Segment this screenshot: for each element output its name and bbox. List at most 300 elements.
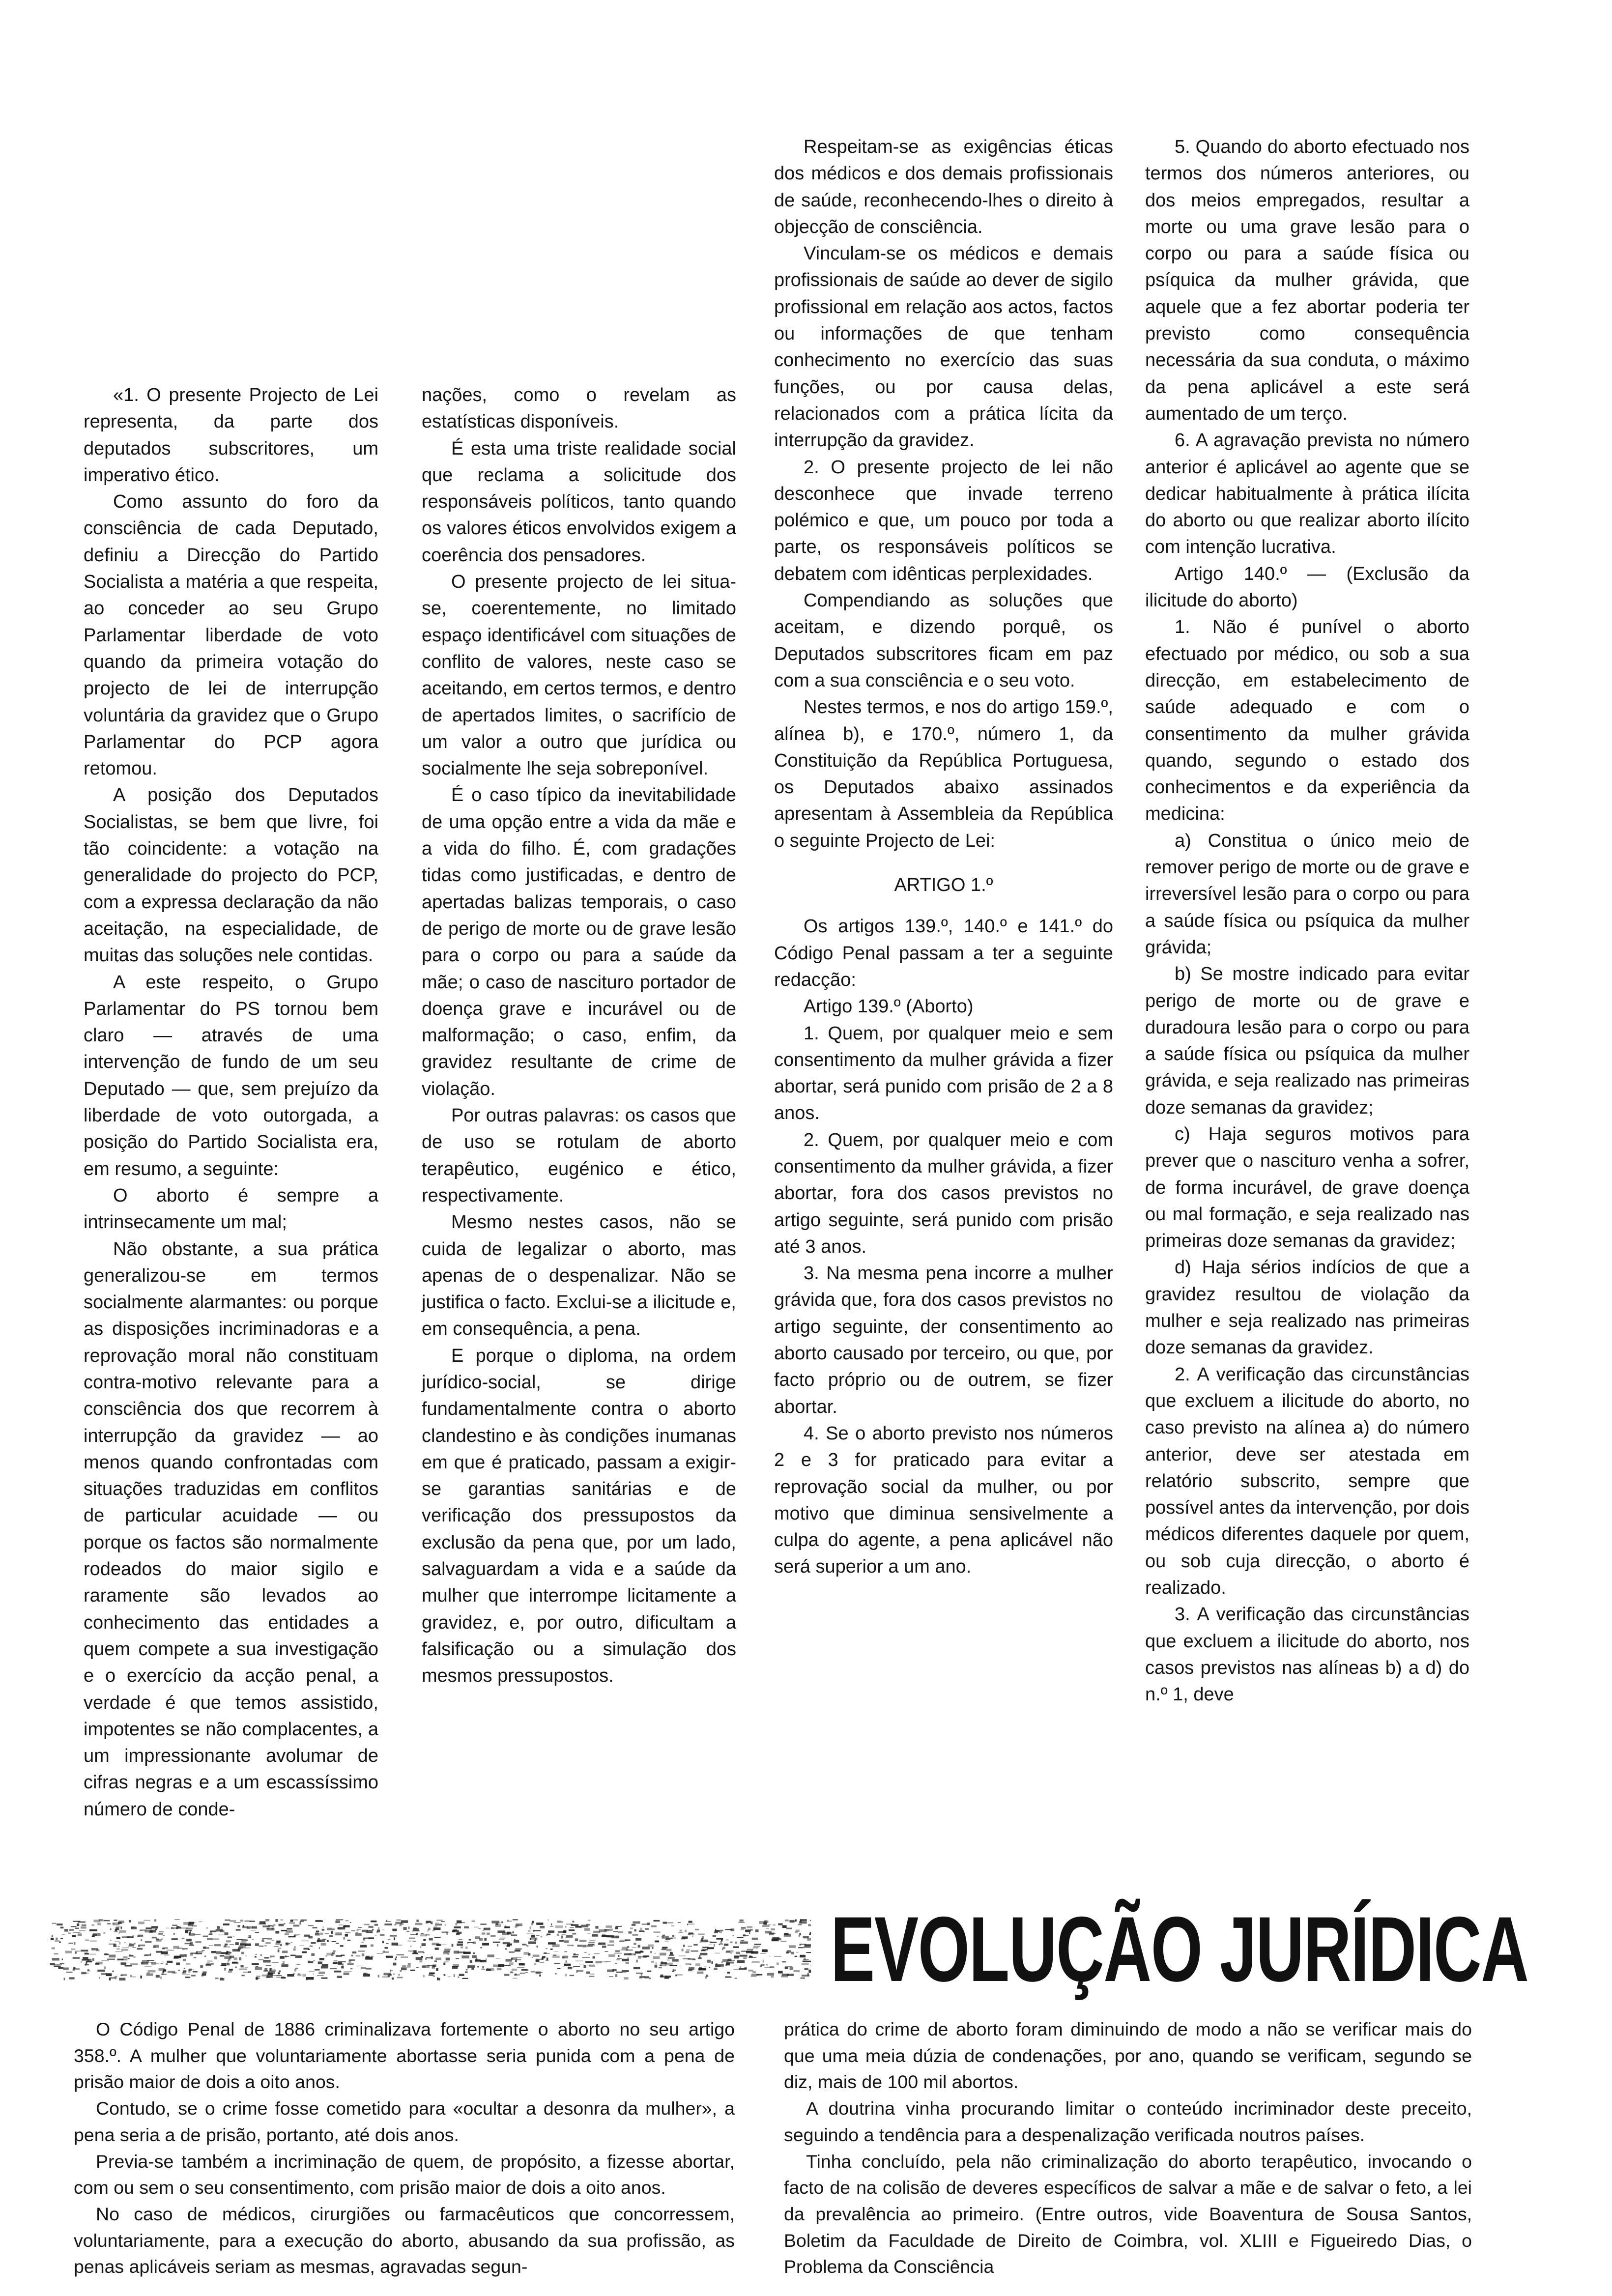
noise-speck	[530, 1938, 537, 1940]
noise-speck	[110, 1940, 111, 1941]
noise-speck	[281, 1964, 288, 1967]
noise-speck	[467, 1943, 468, 1944]
paragraph: O presente projecto de lei situa-se, coerentemente, no limitado espaço identificável com situações de conflito de valores, neste caso se aceitando, em certos termos, e dentro de apertados limites, o sacrifício de um valor a outro que jurídica ou socialmente lhe seja sobreponível.	[422, 572, 736, 779]
noise-speck	[590, 1974, 595, 1975]
noise-speck	[616, 1972, 623, 1973]
noise-speck	[683, 1958, 691, 1959]
noise-speck	[107, 1959, 115, 1960]
noise-speck	[279, 1924, 284, 1926]
noise-speck	[355, 1932, 358, 1933]
noise-speck	[502, 1943, 505, 1944]
noise-speck	[798, 1947, 804, 1948]
paragraph: Não obstante, a sua prática generalizou-se em termos socialmente alarmantes: ou porque as disposições incriminadoras e a reprovação moral não constituam contra-motivo relevante para a consciência dos que recorrem à interrupção da gravidez — ao menos quando confrontadas com situações traduzidas em conflitos de particular acuidade — ou porque os factos são normalmente rodeados do maior sigilo e raramente são levados ao conhecimento das entidades a quem compete a sua investigação e o exercício da acção penal, a verdade é que temos assistido, impotentes se não complacentes, a um impressionante avolumar de cifras negras e a um escassíssimo número de conde-	[84, 1238, 378, 1820]
noise-speck	[665, 1939, 670, 1940]
noise-speck	[435, 1958, 441, 1960]
noise-speck	[52, 1948, 55, 1950]
noise-speck	[564, 1940, 569, 1943]
noise-speck	[609, 1940, 614, 1943]
noise-speck	[528, 1930, 530, 1932]
noise-speck	[486, 1958, 487, 1959]
noise-speck	[520, 1973, 525, 1974]
noise-speck	[505, 1948, 507, 1950]
noise-speck	[410, 1946, 411, 1947]
noise-speck	[313, 1960, 315, 1961]
noise-speck	[657, 1936, 659, 1937]
text-column-1	[84, 382, 378, 1823]
noise-speck	[801, 1978, 805, 1979]
noise-speck	[351, 1930, 355, 1931]
noise-speck	[663, 1922, 667, 1924]
noise-speck	[133, 1956, 135, 1958]
noise-speck	[475, 1936, 480, 1939]
noise-speck	[220, 1930, 225, 1932]
noise-speck	[793, 1970, 800, 1972]
noise-speck	[225, 1920, 230, 1921]
noise-speck	[615, 1927, 618, 1929]
noise-speck	[514, 1939, 516, 1940]
noise-speck	[243, 1972, 248, 1973]
noise-speck	[554, 1963, 560, 1964]
noise-speck	[269, 1957, 271, 1958]
noise-speck	[356, 1930, 358, 1931]
noise-speck	[148, 1970, 156, 1973]
noise-speck	[573, 1966, 580, 1967]
noise-speck	[464, 1926, 469, 1928]
noise-speck	[778, 1971, 783, 1973]
noise-speck	[267, 1938, 272, 1939]
noise-speck	[364, 1924, 370, 1925]
noise-speck	[402, 1965, 406, 1967]
noise-speck	[236, 1929, 241, 1931]
noise-speck	[278, 1948, 281, 1949]
article-subheading: Artigo 140.º — (Exclusão da ilicitude do aborto)	[1145, 563, 1469, 611]
noise-speck	[726, 1952, 730, 1953]
noise-speck	[481, 1969, 485, 1970]
noise-speck	[225, 1932, 229, 1935]
noise-speck	[401, 1956, 408, 1958]
noise-speck	[803, 1959, 808, 1960]
noise-speck	[587, 1945, 593, 1946]
noise-speck	[323, 1926, 324, 1927]
noise-speck	[159, 1931, 164, 1932]
noise-speck	[566, 1960, 567, 1963]
noise-speck	[366, 1968, 372, 1969]
noise-speck	[554, 1951, 558, 1952]
noise-speck	[240, 1965, 244, 1968]
noise-speck	[130, 1963, 138, 1965]
noise-speck	[334, 1960, 338, 1962]
noise-speck	[572, 1933, 576, 1935]
noise-speck	[499, 1939, 504, 1940]
noise-speck	[260, 1954, 262, 1956]
noise-speck	[290, 1955, 295, 1956]
noise-speck	[52, 1958, 59, 1960]
noise-speck	[555, 1925, 563, 1928]
noise-speck	[465, 1972, 468, 1973]
noise-speck	[114, 1920, 117, 1921]
noise-speck	[236, 1939, 242, 1940]
noise-speck	[66, 1972, 73, 1973]
noise-speck	[345, 1934, 348, 1937]
noise-speck	[506, 1959, 512, 1961]
noise-speck	[159, 1968, 165, 1971]
noise-speck	[466, 1969, 468, 1970]
noise-speck	[722, 1949, 723, 1951]
noise-speck	[319, 1947, 320, 1949]
noise-speck	[671, 1938, 676, 1939]
paragraph: Mesmo nestes casos, não se cuida de legalizar o aborto, mas apenas de o despenalizar. Não se justifica o facto. Exclui-se a ilicitude e, em consequência, a pena.	[422, 1212, 736, 1340]
noise-speck	[264, 1968, 267, 1971]
noise-speck	[259, 1946, 263, 1947]
noise-speck	[612, 1969, 617, 1972]
noise-speck	[584, 1952, 587, 1953]
noise-speck	[738, 1947, 739, 1948]
paragraph: Nestes termos, e nos do artigo 159.º, alínea b), e 170.º, número 1, da Constituição da República Portuguesa, os Deputados abaixo assinados apresentam à Assembleia da República o seguinte Projecto de Lei:	[774, 697, 1113, 851]
noise-speck	[769, 1956, 771, 1957]
noise-speck	[161, 1974, 167, 1975]
noise-speck	[296, 1964, 300, 1965]
noise-speck	[416, 1933, 418, 1935]
noise-speck	[632, 1924, 635, 1925]
noise-speck	[366, 1956, 370, 1957]
noise-speck	[602, 1946, 606, 1948]
noise-speck	[517, 1957, 522, 1958]
noise-speck	[138, 1935, 143, 1937]
noise-speck	[781, 1976, 788, 1978]
noise-speck	[528, 1942, 536, 1944]
noise-speck	[145, 1930, 152, 1932]
noise-speck	[240, 1920, 243, 1922]
noise-speck	[206, 1927, 208, 1929]
noise-speck	[333, 1951, 336, 1952]
noise-speck	[698, 1934, 705, 1935]
noise-speck	[81, 1961, 82, 1963]
noise-speck	[325, 1933, 329, 1934]
noise-speck	[206, 1964, 210, 1965]
noise-speck	[539, 1975, 541, 1977]
noise-speck	[467, 1966, 469, 1969]
noise-speck	[462, 1978, 468, 1979]
noise-speck	[301, 1920, 307, 1922]
noise-speck	[639, 1930, 644, 1932]
noise-speck	[457, 1921, 461, 1923]
noise-speck	[60, 1927, 64, 1929]
noise-speck	[571, 1924, 579, 1926]
noise-speck	[802, 1963, 809, 1966]
noise-speck	[392, 1929, 397, 1931]
noise-speck	[790, 1967, 793, 1970]
noise-speck	[190, 1942, 193, 1945]
noise-speck	[73, 1957, 80, 1959]
noise-speck	[313, 1927, 317, 1928]
noise-speck	[280, 1944, 282, 1947]
noise-speck	[202, 1973, 206, 1976]
noise-speck	[670, 1952, 671, 1954]
noise-speck	[234, 1957, 237, 1960]
paragraph: É esta uma triste realidade social que reclama a solicitude dos responsáveis políticos, tanto quando os valores éticos envolvidos exigem a coerência dos pensadores.	[422, 438, 736, 566]
noise-speck	[431, 1923, 433, 1924]
noise-speck	[638, 1945, 640, 1948]
noise-speck	[743, 1957, 747, 1959]
noise-speck	[808, 1970, 811, 1973]
noise-speck	[275, 1931, 279, 1934]
noise-speck	[81, 1926, 86, 1929]
noise-speck	[781, 1941, 787, 1942]
noise-speck	[336, 1955, 342, 1957]
noise-speck	[321, 1943, 326, 1946]
noise-speck	[719, 1931, 722, 1933]
noise-speck	[740, 1942, 748, 1944]
noise-speck	[104, 1920, 110, 1922]
noise-speck	[509, 1962, 514, 1965]
noise-speck	[454, 1926, 461, 1928]
noise-speck	[584, 1928, 590, 1931]
noise-speck	[238, 1948, 241, 1950]
noise-speck	[119, 1942, 121, 1945]
noise-speck	[720, 1941, 722, 1944]
noise-speck	[622, 1947, 627, 1950]
noise-speck	[294, 1947, 295, 1948]
noise-speck	[390, 1970, 391, 1973]
noise-speck	[147, 1960, 154, 1961]
noise-speck	[329, 1935, 333, 1937]
noise-speck	[382, 1941, 384, 1943]
noise-speck	[553, 1955, 557, 1956]
noise-speck	[173, 1946, 179, 1949]
noise-speck	[114, 1931, 118, 1932]
noise-speck	[461, 1955, 469, 1958]
noise-speck	[573, 1921, 575, 1923]
noise-speck	[65, 1951, 72, 1953]
noise-speck	[760, 1965, 762, 1967]
noise-speck	[803, 1936, 809, 1939]
noise-speck	[778, 1923, 782, 1925]
noise-speck	[656, 1962, 657, 1964]
noise-speck	[413, 1950, 416, 1953]
noise-speck	[267, 1975, 273, 1977]
noise-speck	[267, 1928, 275, 1931]
noise-speck	[322, 1939, 326, 1940]
noise-speck	[345, 1932, 350, 1933]
noise-speck	[141, 1939, 142, 1941]
noise-speck	[789, 1945, 796, 1948]
noise-speck	[351, 1955, 353, 1956]
noise-speck	[224, 1968, 226, 1971]
noise-speck	[226, 1953, 230, 1955]
noise-speck	[463, 1952, 466, 1953]
noise-speck	[624, 1977, 629, 1980]
paragraph: 1. Quem, por qualquer meio e sem consentimento da mulher grávida a fizer abortar, será punido com prisão de 2 a 8 anos.	[774, 1023, 1113, 1124]
noise-speck	[59, 1942, 61, 1943]
noise-speck	[393, 1963, 397, 1966]
paragraph: prática do crime de aborto foram diminuindo de modo a não se verificar mais do que uma meia dúzia de condenações, por ano, quando se verificam, segundo se diz, mais de 100 mil abortos.	[784, 2019, 1472, 2093]
noise-speck	[374, 1935, 376, 1936]
noise-speck	[570, 1975, 575, 1976]
noise-speck	[397, 1977, 403, 1979]
noise-speck	[725, 1964, 727, 1966]
noise-speck	[428, 1929, 429, 1932]
noise-speck	[388, 1939, 390, 1940]
paragraph: 2. Quem, por qualquer meio e com consentimento da mulher grávida, a fizer abortar, fora dos casos previstos no artigo seguinte, será punido com prisão até 3 anos.	[774, 1129, 1113, 1257]
noise-speck	[697, 1972, 703, 1974]
noise-speck	[773, 1924, 776, 1925]
noise-speck	[762, 1925, 770, 1926]
noise-speck	[60, 1963, 64, 1964]
noise-speck	[695, 1963, 700, 1966]
noise-speck	[121, 1950, 128, 1951]
noise-speck	[57, 1923, 63, 1925]
noise-speck	[333, 1962, 338, 1964]
noise-speck	[376, 1931, 377, 1933]
noise-speck	[288, 1936, 296, 1938]
noise-speck	[299, 1922, 301, 1925]
noise-speck	[724, 1944, 728, 1946]
noise-speck	[777, 1962, 779, 1965]
noise-speck	[412, 1941, 416, 1942]
noise-speck	[614, 1953, 622, 1954]
noise-speck	[160, 1977, 162, 1979]
noise-speck	[524, 1952, 529, 1955]
noise-speck	[586, 1924, 590, 1925]
noise-speck	[185, 1977, 190, 1978]
noise-speck	[399, 1974, 400, 1976]
noise-speck	[562, 1957, 565, 1958]
paragraph: nações, como o revelam as estatísticas disponíveis.	[422, 385, 736, 432]
noise-speck	[245, 1921, 251, 1922]
noise-speck	[594, 1953, 600, 1954]
noise-speck	[504, 1974, 509, 1976]
noise-speck	[749, 1932, 750, 1934]
noise-speck	[342, 1964, 344, 1966]
noise-speck	[496, 1958, 500, 1959]
noise-speck	[269, 1968, 272, 1969]
noise-speck	[96, 1962, 103, 1964]
noise-speck	[336, 1943, 339, 1944]
noise-speck	[452, 1944, 454, 1947]
noise-speck	[82, 1924, 86, 1926]
noise-speck	[163, 1935, 165, 1936]
noise-speck	[336, 1920, 343, 1921]
noise-speck	[688, 1933, 694, 1935]
noise-speck	[497, 1930, 505, 1933]
noise-speck	[531, 1971, 535, 1973]
noise-speck	[274, 1946, 279, 1947]
noise-speck	[140, 1976, 142, 1979]
noise-speck	[228, 1960, 229, 1962]
noise-speck	[121, 1974, 127, 1976]
noise-speck	[642, 1947, 650, 1950]
noise-speck	[112, 1971, 114, 1972]
noise-speck	[726, 1939, 729, 1940]
paragraph: O aborto é sempre a intrinsecamente um mal;	[84, 1185, 378, 1233]
noise-speck	[239, 1968, 247, 1970]
scan-noise-band	[49, 1907, 811, 1990]
noise-speck	[363, 1974, 370, 1977]
noise-speck	[434, 1926, 437, 1927]
noise-speck	[325, 1955, 327, 1957]
noise-speck	[536, 1959, 544, 1960]
noise-speck	[616, 1959, 620, 1960]
noise-speck	[344, 1971, 352, 1972]
noise-speck	[137, 1948, 143, 1950]
noise-speck	[477, 1966, 479, 1967]
noise-speck	[190, 1930, 191, 1932]
noise-speck	[156, 1939, 159, 1940]
noise-speck	[482, 1943, 489, 1946]
paragraph: O Código Penal de 1886 criminalizava fortemente o aborto no seu artigo 358.º. A mulher que voluntariamente abortasse seria punida com a pena de prisão maior de dois a oito anos.	[74, 2019, 735, 2093]
noise-speck	[240, 1943, 246, 1945]
noise-speck	[350, 1968, 353, 1970]
noise-speck	[429, 1972, 434, 1974]
noise-speck	[176, 1927, 181, 1929]
noise-speck	[103, 1932, 105, 1934]
noise-speck	[480, 1923, 486, 1925]
noise-speck	[116, 1926, 122, 1927]
paragraph: Os artigos 139.º, 140.º e 141.º do Código Penal passam a ter a seguinte redacção:	[774, 916, 1113, 990]
noise-speck	[795, 1931, 798, 1933]
noise-speck	[89, 1954, 96, 1955]
noise-speck	[352, 1952, 356, 1953]
noise-speck	[369, 1937, 374, 1939]
noise-speck	[186, 1974, 190, 1975]
noise-speck	[395, 1958, 396, 1960]
noise-speck	[807, 1961, 811, 1962]
noise-speck	[69, 1929, 74, 1930]
noise-speck	[81, 1972, 86, 1975]
noise-speck	[634, 1929, 636, 1931]
text-column-3	[774, 134, 1113, 1580]
noise-speck	[647, 1971, 651, 1972]
noise-speck	[469, 1939, 471, 1941]
paragraph: A posição dos Deputados Socialistas, se bem que livre, foi tão coincidente: a votação na generalidade do projecto do PCP, com a expressa declaração da não aceitação, na especialidade, de muitas das soluções nele contidas.	[84, 785, 378, 966]
noise-speck	[546, 1935, 547, 1936]
noise-speck	[99, 1978, 100, 1979]
noise-speck	[119, 1930, 126, 1933]
noise-speck	[183, 1959, 186, 1961]
noise-speck	[327, 1940, 328, 1942]
noise-speck	[327, 1953, 333, 1956]
noise-speck	[533, 1954, 540, 1957]
noise-speck	[423, 1975, 425, 1978]
noise-speck	[735, 1942, 737, 1944]
noise-speck	[319, 1958, 324, 1960]
noise-speck	[702, 1949, 708, 1951]
noise-speck	[592, 1934, 598, 1937]
noise-speck	[810, 1965, 811, 1966]
noise-speck	[74, 1942, 75, 1945]
paragraph: Vinculam-se os médicos e demais profissionais de saúde ao dever de sigilo profissional em relação aos actos, factos ou informações de que tenham conhecimento no exercício das suas funções, ou por causa delas, relacionados com a prática lícita da interrupção da gravidez.	[774, 243, 1113, 451]
noise-speck	[262, 1938, 268, 1939]
noise-speck	[156, 1975, 160, 1978]
noise-speck	[536, 1972, 541, 1974]
noise-speck	[172, 1924, 177, 1926]
noise-speck	[73, 1968, 80, 1970]
noise-speck	[640, 1928, 642, 1930]
paragraph: 6. A agravação prevista no número anterior é aplicável ao agente que se dedicar habitualmente à prática ilícita do aborto ou que realizar aborto ilícito com intenção lucrativa.	[1145, 430, 1469, 558]
noise-speck	[188, 1970, 190, 1973]
noise-speck	[306, 1977, 308, 1980]
noise-speck	[79, 1930, 86, 1931]
noise-speck	[528, 1953, 531, 1955]
noise-speck	[310, 1946, 313, 1947]
noise-speck	[272, 1926, 274, 1927]
noise-speck	[458, 1977, 459, 1978]
noise-speck	[480, 1947, 482, 1949]
noise-speck	[357, 1929, 361, 1930]
noise-speck	[285, 1933, 289, 1935]
noise-speck	[233, 1936, 234, 1937]
noise-speck	[725, 1977, 731, 1978]
